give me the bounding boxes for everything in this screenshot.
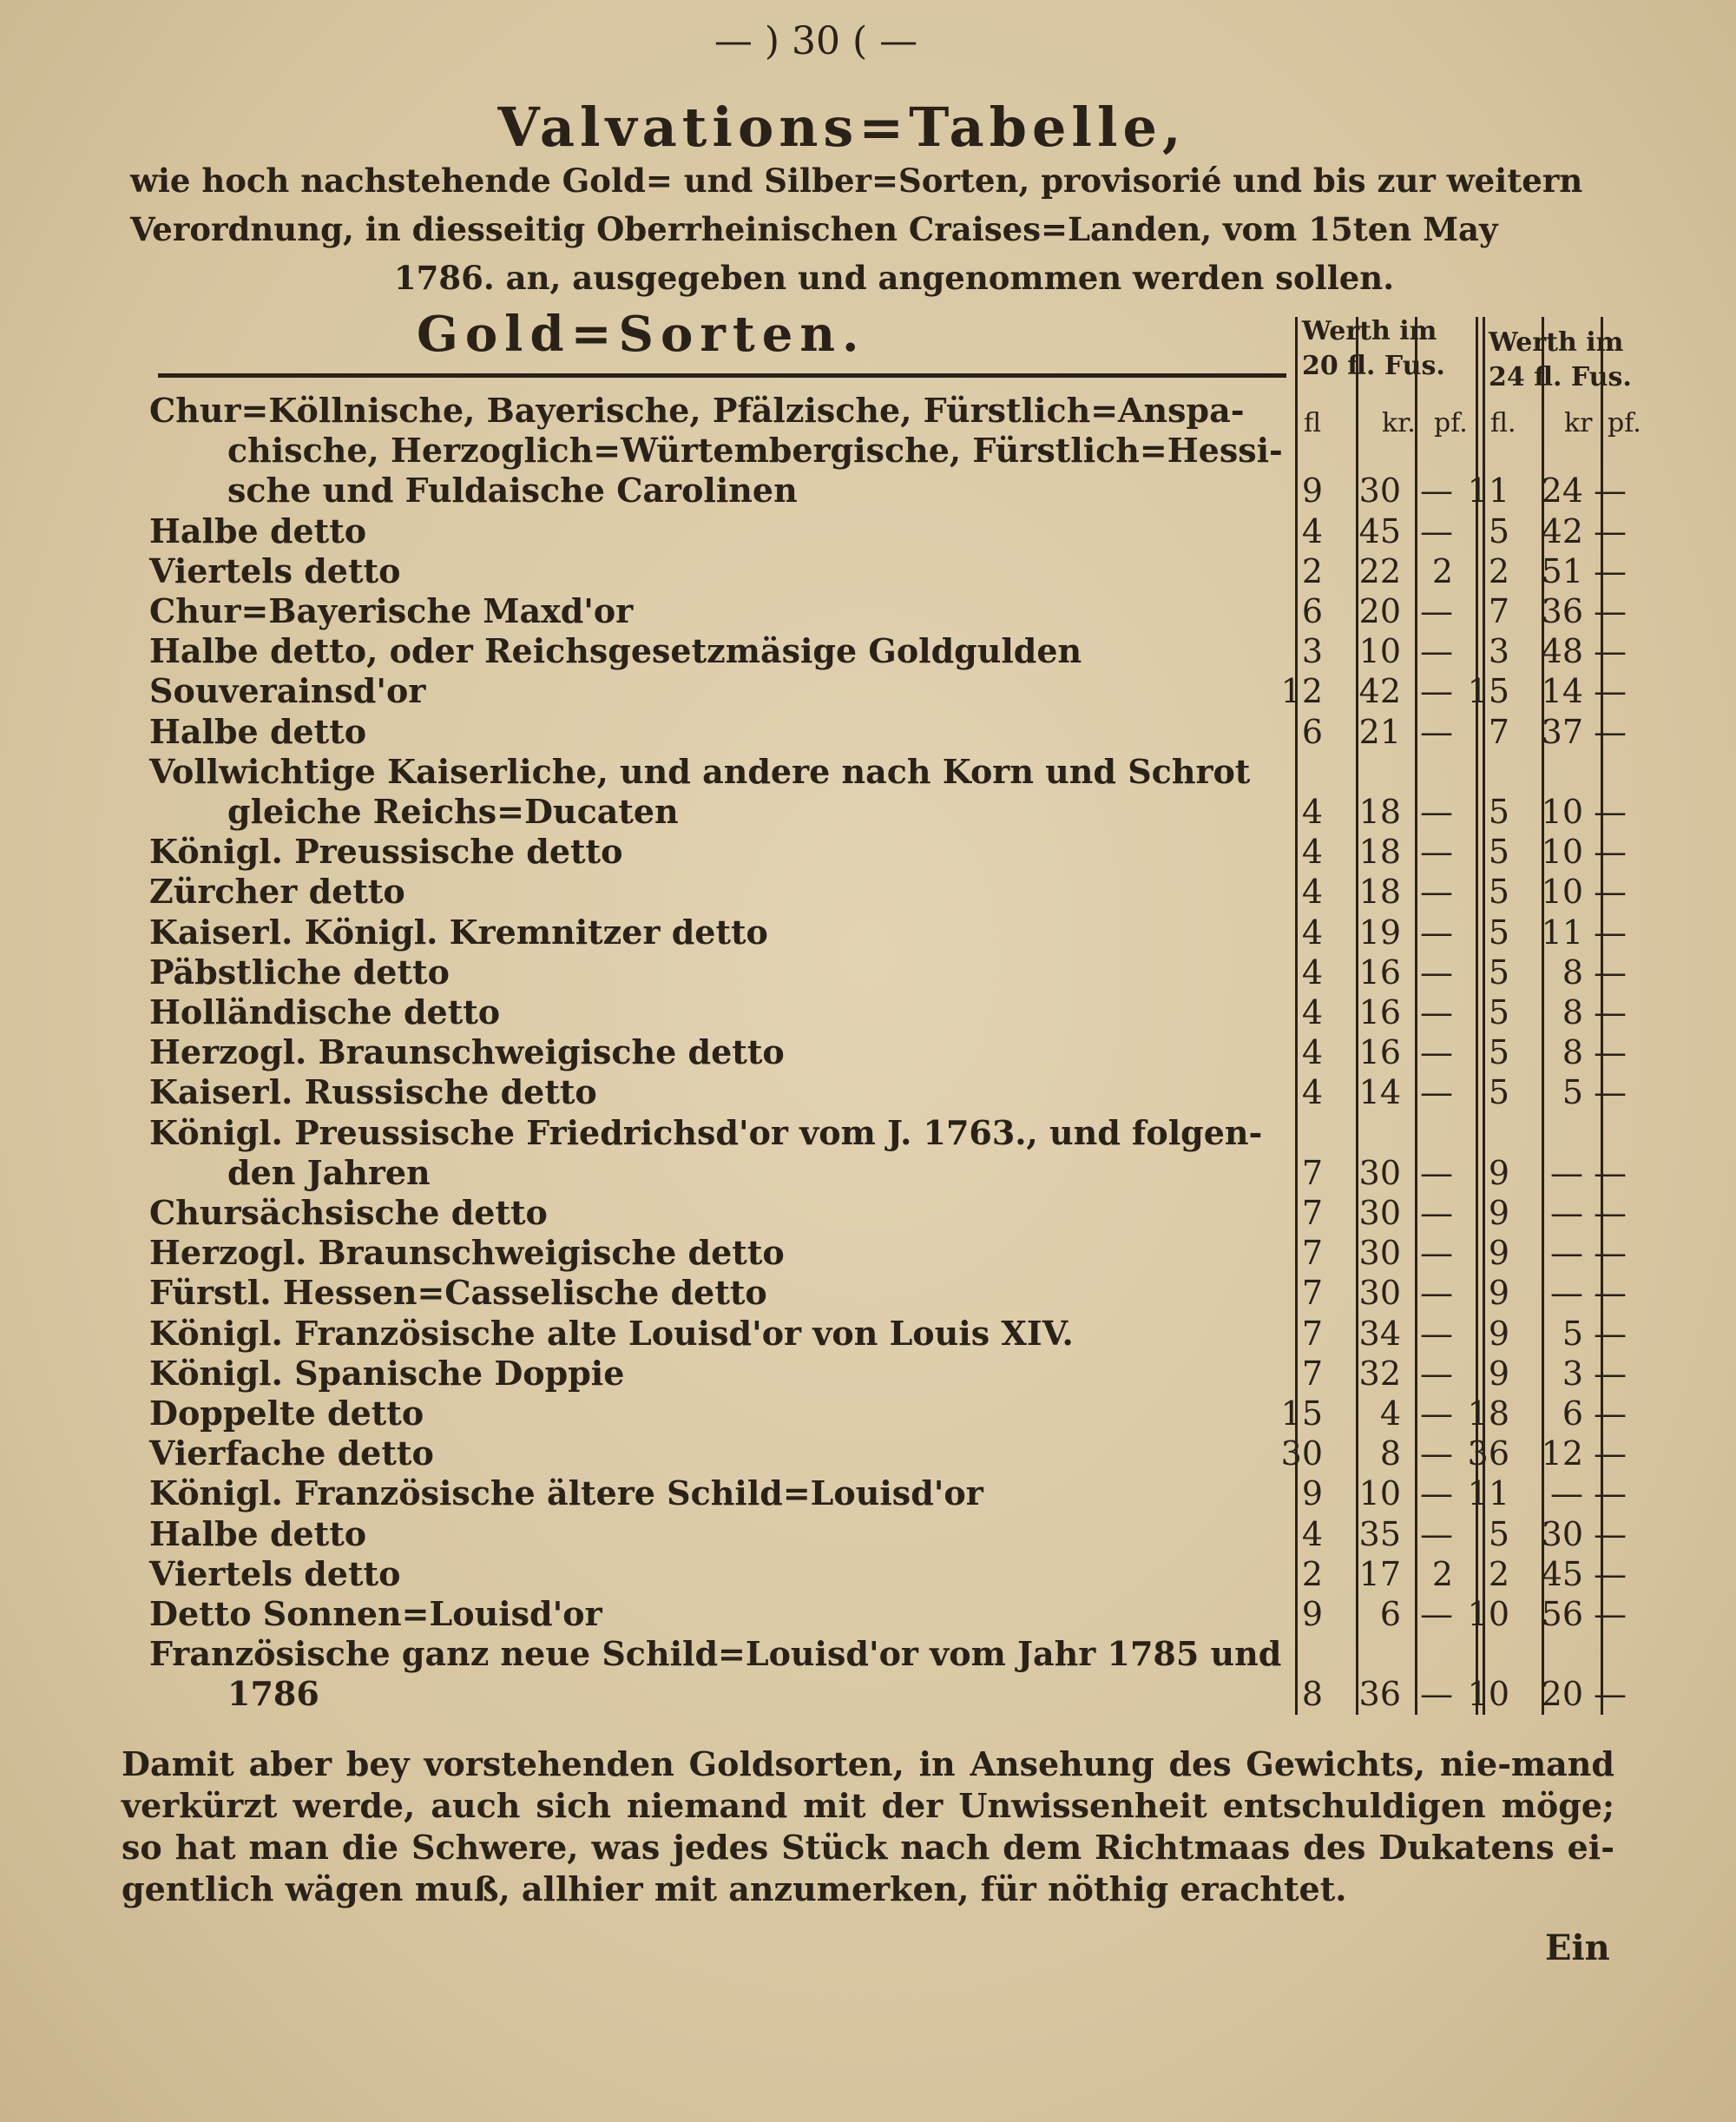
table-row (149, 1674, 1278, 1714)
value-cell: 30 (1358, 1234, 1401, 1273)
value-cell: 34 (1358, 1314, 1401, 1353)
value-cell: — (1594, 1474, 1627, 1513)
table-row (149, 832, 1278, 872)
row-label: gleiche Reichs=Ducaten (227, 792, 679, 831)
value-cell: — (1594, 952, 1627, 992)
table-row (149, 1433, 1278, 1473)
value-cell: — (1594, 793, 1627, 831)
value-cell: 56 (1541, 1595, 1583, 1633)
value-cell: — (1420, 833, 1453, 872)
column-rule (1295, 317, 1298, 1715)
row-label: Herzogl. Braunschweigische detto (149, 1032, 785, 1072)
value-cell: 30 (1358, 1274, 1401, 1313)
column-rule (1476, 317, 1478, 1715)
table-title: Valvations=Tabelle, (497, 96, 1187, 159)
value-cell: 9 (1488, 1274, 1509, 1313)
row-label: Päbstliche detto (149, 952, 450, 992)
value-cell: — (1594, 1153, 1627, 1192)
value-cell: 7 (1301, 1194, 1323, 1232)
value-cell: — (1594, 1394, 1627, 1433)
value-cell: 5 (1488, 833, 1509, 872)
value-cell: — (1420, 952, 1453, 992)
row-label: Halbe detto (149, 711, 367, 751)
value-cell: 2 (1431, 1554, 1453, 1593)
value-cell: 7 (1301, 1314, 1323, 1353)
column-rule (1356, 317, 1358, 1715)
table-row (149, 792, 1278, 832)
table-row (149, 1554, 1278, 1594)
value-cell: — (1594, 1033, 1627, 1072)
value-cell: — (1594, 1514, 1627, 1553)
value-cell: 5 (1488, 913, 1509, 952)
value-cell: 7 (1301, 1354, 1323, 1393)
value-cell: 5 (1488, 511, 1509, 550)
value-cell: 15 (1280, 1394, 1323, 1433)
row-label: Chursächsische detto (149, 1193, 548, 1232)
value-cell: — (1594, 913, 1627, 952)
table-row (149, 671, 1278, 711)
value-cell: 3 (1301, 632, 1323, 671)
unit-header: fl. (1490, 408, 1516, 438)
table-row (149, 511, 1278, 551)
row-label: Chur=Bayerische Maxd'or (149, 591, 634, 630)
value-cell: 32 (1358, 1354, 1401, 1393)
value-cell: 7 (1301, 1274, 1323, 1313)
value-cell: — (1594, 1554, 1627, 1593)
value-cell: — (1550, 1474, 1583, 1513)
unit-header: kr. (1382, 408, 1416, 438)
value-cell: — (1420, 1514, 1453, 1553)
table-row (149, 1273, 1278, 1313)
table-row (149, 1514, 1278, 1554)
value-cell: 37 (1541, 712, 1583, 751)
value-cell: — (1420, 1434, 1453, 1473)
value-cell: 7 (1301, 1234, 1323, 1273)
value-cell: 12 (1280, 672, 1323, 711)
column-head-24fl: Werth im 24 fl. Fus. (1489, 327, 1632, 392)
value-cell: 22 (1358, 551, 1401, 590)
value-cell: — (1420, 1675, 1453, 1714)
section-rule (158, 373, 1286, 378)
value-cell: 12 (1541, 1434, 1583, 1473)
value-cell: 2 (1301, 551, 1323, 590)
value-cell: 4 (1301, 952, 1323, 992)
value-cell: — (1594, 592, 1627, 630)
row-label: Königl. Französische ältere Schild=Louisd'or (149, 1473, 983, 1513)
row-label: Detto Sonnen=Louisd'or (149, 1594, 602, 1633)
value-cell: 9 (1488, 1234, 1509, 1273)
value-cell: — (1420, 471, 1453, 511)
value-cell: — (1420, 873, 1453, 912)
table-row (149, 1032, 1278, 1072)
value-cell: 51 (1541, 551, 1583, 590)
table-row (149, 952, 1278, 992)
unit-header: pf. (1434, 408, 1468, 438)
value-cell: 42 (1541, 511, 1583, 550)
value-cell: 8 (1379, 1434, 1401, 1473)
row-label: Holländische detto (149, 992, 501, 1031)
value-cell: 20 (1541, 1675, 1583, 1714)
value-cell: 3 (1562, 1354, 1583, 1393)
value-cell: — (1594, 1354, 1627, 1393)
value-cell: — (1420, 993, 1453, 1031)
row-label: Kaiserl. Russische detto (149, 1072, 597, 1112)
value-cell: — (1594, 1194, 1627, 1232)
column-rule (1542, 317, 1544, 1715)
value-cell: 16 (1358, 993, 1401, 1031)
value-cell: 4 (1301, 1033, 1323, 1072)
value-cell: 5 (1488, 873, 1509, 912)
value-cell: 30 (1358, 471, 1401, 511)
row-label: Herzogl. Braunschweigische detto (149, 1233, 785, 1273)
row-label: Chur=Köllnische, Bayerische, Pfälzische, Fürstlich=Anspa- (149, 391, 1245, 430)
value-cell: 10 (1358, 632, 1401, 671)
value-cell: 5 (1488, 793, 1509, 831)
table-row (149, 631, 1278, 671)
row-label: Souverainsd'or (149, 671, 426, 711)
table-row (149, 391, 1278, 431)
row-label: Französische ganz neue Schild=Louisd'or vom Jahr 1785 und (149, 1634, 1282, 1674)
value-cell: — (1420, 1474, 1453, 1513)
value-cell: — (1420, 712, 1453, 751)
value-cell: 5 (1488, 1033, 1509, 1072)
value-cell: — (1420, 1595, 1453, 1633)
table-row (149, 551, 1278, 591)
value-cell: — (1420, 913, 1453, 952)
subtitle-line: 1786. an, ausgegeben und angenommen werden sollen. (393, 259, 1395, 297)
table-row (149, 1634, 1282, 1674)
value-cell: 4 (1301, 993, 1323, 1031)
value-cell: 6 (1379, 1595, 1401, 1633)
row-label: Königl. Preussische detto (149, 832, 623, 872)
value-cell: 8 (1562, 952, 1583, 992)
table-row (149, 1193, 1278, 1233)
value-cell: — (1420, 1314, 1453, 1353)
value-cell: — (1420, 511, 1453, 550)
value-cell: — (1594, 1274, 1627, 1313)
value-cell: — (1594, 873, 1627, 912)
table-row (149, 1473, 1278, 1513)
value-cell: 18 (1358, 793, 1401, 831)
value-cell: 30 (1280, 1434, 1323, 1473)
row-label: sche und Fuldaische Carolinen (227, 471, 798, 511)
value-cell: — (1420, 1194, 1453, 1232)
value-cell: — (1420, 1153, 1453, 1192)
value-cell: 9 (1301, 1474, 1323, 1513)
table-row (149, 752, 1278, 792)
value-cell: — (1420, 592, 1453, 630)
column-rule (1601, 317, 1603, 1715)
value-cell: 18 (1358, 833, 1401, 872)
value-cell: — (1420, 1033, 1453, 1072)
table-row (149, 1314, 1278, 1354)
value-cell: 35 (1358, 1514, 1401, 1553)
value-cell: 9 (1301, 471, 1323, 511)
value-cell: 36 (1467, 1434, 1509, 1473)
value-cell: 8 (1301, 1675, 1323, 1714)
row-label: Viertels detto (149, 550, 401, 590)
value-cell: 42 (1358, 672, 1401, 711)
value-cell: 10 (1467, 1675, 1509, 1714)
table-row (149, 1394, 1278, 1433)
row-label: Doppelte detto (149, 1394, 424, 1433)
value-cell: 2 (1301, 1554, 1323, 1593)
value-cell: 14 (1541, 672, 1583, 711)
value-cell: 36 (1541, 592, 1583, 630)
value-cell: — (1420, 1354, 1453, 1393)
value-cell: 15 (1467, 672, 1509, 711)
table-row (149, 1594, 1278, 1634)
value-cell: 30 (1358, 1194, 1401, 1232)
footer-paragraph: Damit aber bey vorstehenden Goldsorten, in Ansehung des Gewichts, nie-mand verkürzt werde, auch sich niemand mit der Unwissenheit entschuldigen möge; so hat man die Schwere, was jedes Stück nach dem Richtmaas des Dukatens ei-gentlich wägen muß, allhier mit anzumerken, für nöthig erachtet. (122, 1744, 1614, 1908)
value-cell: — (1594, 993, 1627, 1031)
value-cell: 4 (1301, 1514, 1323, 1553)
value-cell: 10 (1541, 833, 1583, 872)
row-label: Fürstl. Hessen=Casselische detto (149, 1273, 767, 1313)
value-cell: — (1420, 793, 1453, 831)
value-cell: 4 (1301, 873, 1323, 912)
value-cell: 14 (1358, 1073, 1401, 1112)
table-row (149, 1153, 1278, 1193)
value-cell: 10 (1541, 873, 1583, 912)
value-cell: 8 (1562, 993, 1583, 1031)
value-cell: 30 (1358, 1153, 1401, 1192)
value-cell: 20 (1358, 592, 1401, 630)
value-cell: 17 (1358, 1554, 1401, 1593)
value-cell: 11 (1467, 471, 1509, 511)
table-row (149, 1072, 1278, 1112)
value-cell: 9 (1488, 1354, 1509, 1393)
value-cell: 7 (1301, 1153, 1323, 1192)
value-cell: 6 (1562, 1394, 1583, 1433)
value-cell: 7 (1488, 592, 1509, 630)
value-cell: — (1594, 632, 1627, 671)
value-cell: — (1594, 1675, 1627, 1714)
table-row (149, 1113, 1278, 1153)
value-cell: 9 (1488, 1194, 1509, 1232)
unit-header: fl (1304, 408, 1322, 438)
value-cell: 18 (1467, 1394, 1509, 1433)
value-cell: 24 (1541, 471, 1583, 511)
value-cell: 9 (1488, 1153, 1509, 1192)
value-cell: — (1594, 712, 1627, 751)
value-cell: — (1594, 833, 1627, 872)
value-cell: 16 (1358, 952, 1401, 992)
value-cell: 5 (1488, 952, 1509, 992)
value-cell: 36 (1358, 1675, 1401, 1714)
value-cell: 16 (1358, 1033, 1401, 1072)
value-cell: 45 (1358, 511, 1401, 550)
value-cell: — (1420, 632, 1453, 671)
value-cell: 4 (1379, 1394, 1401, 1433)
value-cell: 4 (1301, 793, 1323, 831)
value-cell: 45 (1541, 1554, 1583, 1593)
value-cell: 5 (1562, 1073, 1583, 1112)
value-cell: 6 (1301, 592, 1323, 630)
value-cell: 2 (1488, 551, 1509, 590)
value-cell: 5 (1488, 993, 1509, 1031)
value-cell: 2 (1431, 551, 1453, 590)
value-cell: — (1594, 511, 1627, 550)
value-cell: 30 (1541, 1514, 1583, 1553)
value-cell: 6 (1301, 712, 1323, 751)
row-label: Zürcher detto (149, 872, 405, 912)
row-label: chische, Herzoglich=Würtembergische, Fürstlich=Hessi- (227, 431, 1283, 471)
table-subtitle (130, 156, 1658, 302)
row-label: Königl. Französische alte Louisd'or von Louis XIV. (149, 1313, 1074, 1353)
unit-header: kr (1564, 408, 1593, 438)
table-row (149, 431, 1283, 471)
value-cell: 5 (1562, 1314, 1583, 1353)
value-cell: 7 (1488, 712, 1509, 751)
value-cell: — (1594, 471, 1627, 511)
value-cell: 11 (1541, 913, 1583, 952)
unit-header: pf. (1608, 408, 1641, 438)
value-cell: 10 (1358, 1474, 1401, 1513)
value-cell: — (1594, 672, 1627, 711)
row-label: den Jahren (227, 1152, 431, 1192)
subtitle-line: Verordnung, in diesseitig Oberrheinischen Craises=Landen, vom 15ten May (130, 210, 1498, 248)
table-row (149, 471, 1278, 511)
value-cell: 18 (1358, 873, 1401, 912)
value-cell: 4 (1301, 913, 1323, 952)
column-head-20fl: Werth im 20 fl. Fus. (1302, 316, 1445, 381)
page-number: — ) 30 ( — (713, 19, 918, 63)
value-cell: 48 (1541, 632, 1583, 671)
row-label: 1786 (227, 1674, 319, 1714)
value-cell: 10 (1467, 1595, 1509, 1633)
value-cell: — (1594, 1434, 1627, 1473)
row-label: Halbe detto (149, 1513, 367, 1553)
value-cell: 2 (1488, 1554, 1509, 1593)
value-cell: 19 (1358, 913, 1401, 952)
value-cell: — (1594, 1073, 1627, 1112)
column-rule (1415, 317, 1417, 1715)
column-rule (1483, 317, 1485, 1715)
value-cell: 4 (1301, 511, 1323, 550)
value-cell: — (1420, 1073, 1453, 1112)
row-label: Vollwichtige Kaiserliche, und andere nach Korn und Schrot (149, 751, 1251, 791)
subtitle-line: wie hoch nachstehende Gold= und Silber=Sorten, provisorié und bis zur weitern (130, 161, 1583, 200)
value-cell: 11 (1467, 1474, 1509, 1513)
value-cell: 3 (1488, 632, 1509, 671)
table-row (149, 913, 1278, 952)
value-cell: — (1550, 1194, 1583, 1232)
value-cell: 5 (1488, 1514, 1509, 1553)
row-label: Kaiserl. Königl. Kremnitzer detto (149, 912, 768, 952)
table-row (149, 1354, 1278, 1394)
value-cell: — (1550, 1153, 1583, 1192)
table-row (149, 872, 1278, 912)
catchword: Ein (1545, 1928, 1610, 1968)
value-cell: 8 (1562, 1033, 1583, 1072)
value-cell: 5 (1488, 1073, 1509, 1112)
row-label: Halbe detto, oder Reichsgesetzmäsige Goldgulden (149, 631, 1082, 671)
row-label: Viertels detto (149, 1553, 401, 1593)
value-cell: 10 (1541, 793, 1583, 831)
value-cell: 21 (1358, 712, 1401, 751)
value-cell: — (1420, 1394, 1453, 1433)
value-cell: — (1594, 1595, 1627, 1633)
value-cell: — (1550, 1274, 1583, 1313)
value-cell: — (1594, 551, 1627, 590)
value-cell: 9 (1488, 1314, 1509, 1353)
table-row (149, 712, 1278, 752)
row-label: Königl. Spanische Doppie (149, 1353, 625, 1393)
row-label: Halbe detto (149, 511, 367, 550)
value-cell: — (1550, 1234, 1583, 1273)
table-row (149, 591, 1278, 631)
value-cell: — (1594, 1234, 1627, 1273)
table-row (149, 992, 1278, 1032)
value-cell: — (1420, 1234, 1453, 1273)
value-cell: — (1420, 1274, 1453, 1313)
table-row (149, 1233, 1278, 1273)
value-cell: 4 (1301, 1073, 1323, 1112)
value-cell: — (1420, 672, 1453, 711)
value-cell: 9 (1301, 1595, 1323, 1633)
row-label: Königl. Preussische Friedrichsd'or vom J. 1763., und folgen- (149, 1112, 1263, 1152)
value-cell: — (1594, 1314, 1627, 1353)
value-cell: 4 (1301, 833, 1323, 872)
section-heading: Gold=Sorten. (417, 306, 866, 363)
row-label: Vierfache detto (149, 1433, 434, 1473)
